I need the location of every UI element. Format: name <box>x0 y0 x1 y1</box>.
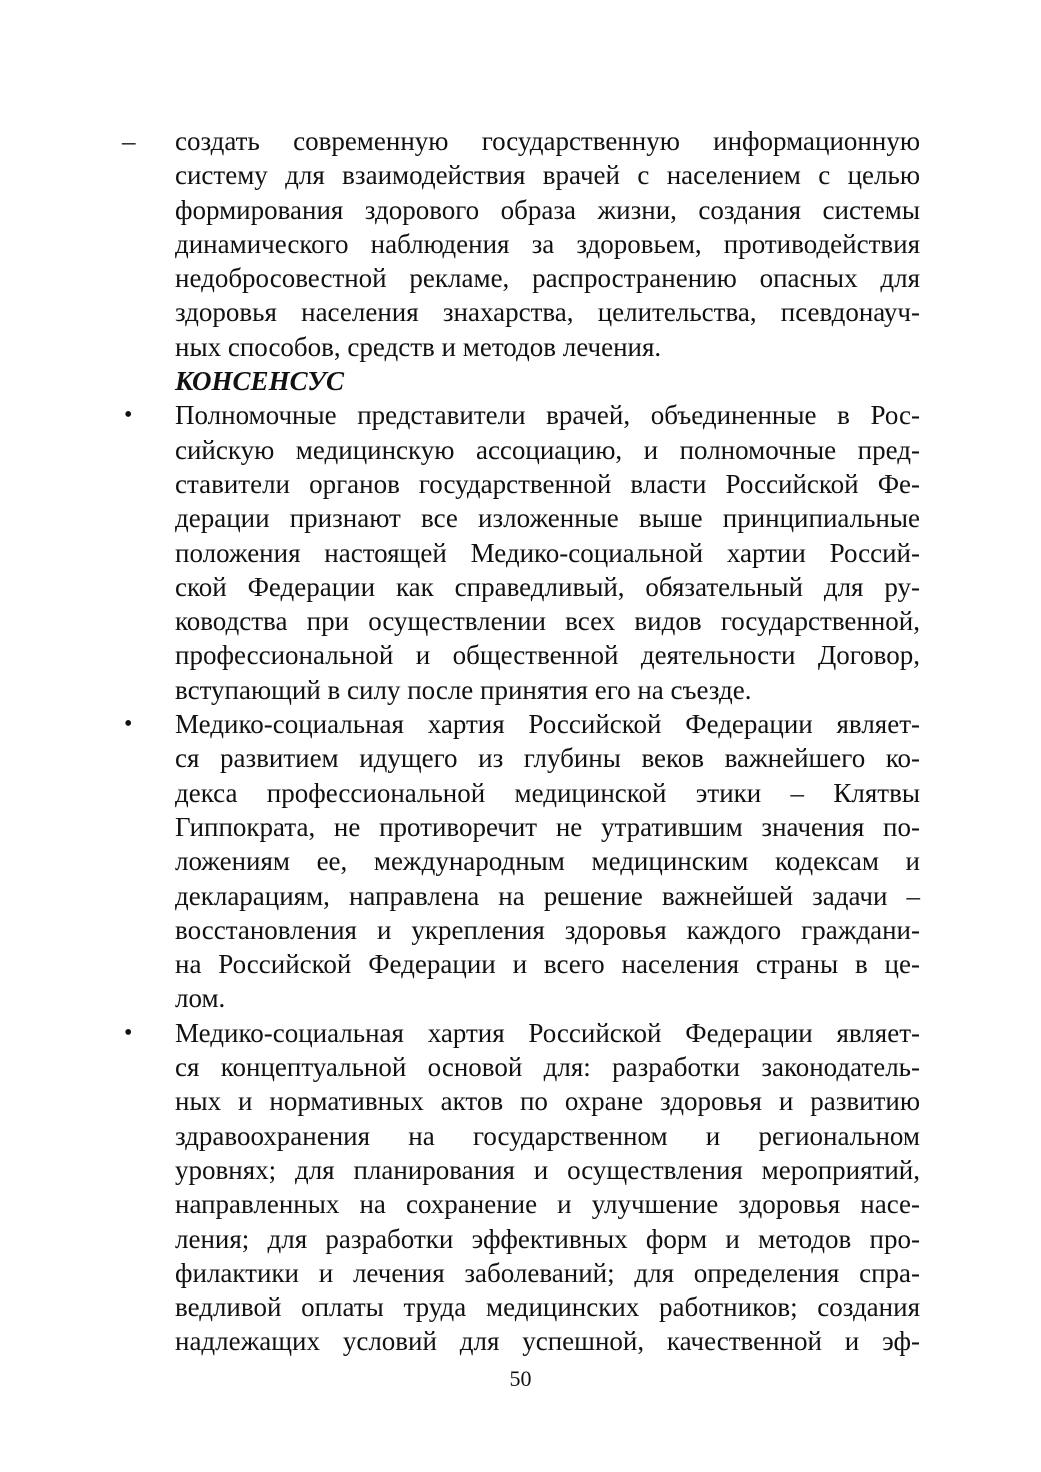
text-line: ведливой оплаты труда медицинских работников; создания <box>175 1292 920 1323</box>
text-line: ся развитием идущего из глубины веков важнейшего ко- <box>175 743 920 774</box>
text-line: ления; для разработки эффективных форм и методов про- <box>175 1223 920 1254</box>
bullet-list-item <box>120 1016 920 1359</box>
text-line: ложениям ее, международным медицинским кодексам и <box>175 846 920 877</box>
text-line: филактики и лечения заболеваний; для определения спра- <box>175 1257 920 1288</box>
text-line: ных способов, средств и методов лечения. <box>175 331 662 362</box>
body-text <box>120 124 920 1359</box>
text-line: вступающий в силу после принятия его на съезде. <box>175 674 752 705</box>
text-line: создать современную государственную информационную <box>175 126 920 156</box>
bullet-marker: • <box>124 711 133 738</box>
page-number: 50 <box>509 1366 532 1391</box>
text-line: ской Федерации как справедливый, обязательный для ру- <box>175 571 920 602</box>
text-line: недобросовестной рекламе, распространению опасных для <box>175 263 920 294</box>
text-line: здравоохранения на государственном и региональном <box>175 1120 920 1151</box>
text-line: дерации признают все изложенные выше принципиальные <box>175 503 920 534</box>
text-line: надлежащих условий для успешной, качественной и эф- <box>175 1326 920 1357</box>
dash-list-item <box>120 124 920 364</box>
text-line: ставители органов государственной власти Российской Фе- <box>175 468 920 499</box>
dash-marker: – <box>122 126 136 156</box>
text-line: положения настоящей Медико-социальной хартии Россий- <box>175 537 920 568</box>
text-line: Полномочные представители врачей, объединенные в Рос- <box>175 400 920 431</box>
bullet-list-item <box>120 398 920 707</box>
text-line: Медико-социальная хартия Российской Федерации являет- <box>175 709 920 740</box>
text-line: направленных на сохранение и улучшение здоровья насе- <box>175 1189 920 1220</box>
text-line: Гиппократа, не противоречит не утратившим значения по- <box>175 811 920 842</box>
text-line: формирования здорового образа жизни, создания системы <box>175 194 920 225</box>
text-line: ся концептуальной основой для: разработки законодатель- <box>175 1052 920 1083</box>
text-line: уровнях; для планирования и осуществления мероприятий, <box>175 1154 920 1185</box>
text-line: профессиональной и общественной деятельности Договор, <box>175 640 920 671</box>
text-line: на Российской Федерации и всего населения страны в це- <box>175 949 920 980</box>
text-line: лом. <box>175 983 226 1014</box>
bullet-marker: • <box>124 402 133 429</box>
text-line: декса профессиональной медицинской этики – Клятвы <box>175 777 920 808</box>
text-line: Медико-социальная хартия Российской Федерации являет- <box>175 1017 920 1048</box>
bullet-marker: • <box>124 1019 133 1046</box>
text-line: систему для взаимодействия врачей с населением с целью <box>175 160 920 191</box>
section-heading: КОНСЕНСУС <box>175 366 345 397</box>
text-line: восстановления и укрепления здоровья каждого граждани- <box>175 914 920 945</box>
text-line: динамического наблюдения за здоровьем, противодействия <box>175 228 920 259</box>
text-line: декларациям, направлена на решение важнейшей задачи – <box>175 880 920 911</box>
text-line: ководства при осуществлении всех видов государственной, <box>175 606 920 637</box>
text-line: сийскую медицинскую ассоциацию, и полномочные пред- <box>175 434 920 465</box>
bullet-list-item <box>120 707 920 1016</box>
text-line: ных и нормативных актов по охране здоровья и развитию <box>175 1086 920 1117</box>
text-line: здоровья населения знахарства, целительства, псевдонауч- <box>175 297 920 328</box>
